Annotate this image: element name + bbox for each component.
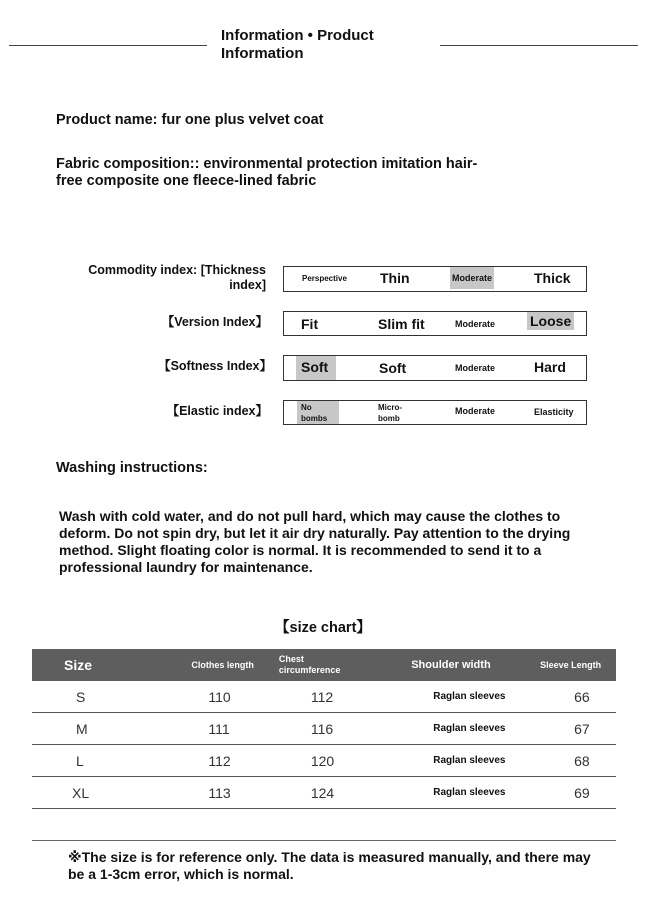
softness-index-label: 【Softness Index】	[158, 359, 272, 373]
shoulder-cell: Raglan sleeves	[397, 777, 540, 809]
washing-heading: Washing instructions:	[56, 460, 208, 476]
size-cell: M	[32, 713, 191, 745]
chest-cell: 120	[279, 745, 397, 777]
elastic-index-label: 【Elastic index】	[166, 404, 268, 418]
page-title: Information • Product Information	[221, 27, 374, 62]
softness-option-selected: Soft	[296, 356, 336, 380]
elastic-option: Elasticity	[534, 407, 574, 417]
header-chest-circumference: Chest circumference	[279, 649, 397, 681]
size-cell: L	[32, 745, 191, 777]
size-note: ※The size is for reference only. The data is measured manually, and there may be a 1-3cm error, which is normal.	[68, 849, 591, 882]
header-size: Size	[32, 649, 191, 681]
thickness-option: Perspective	[302, 274, 347, 283]
product-name: Product name: fur one plus velvet coat	[56, 112, 324, 128]
version-option: Moderate	[455, 319, 496, 329]
header-rule-left	[9, 45, 207, 46]
clothes-length-cell: 110	[191, 681, 278, 713]
thickness-option: Thick	[534, 270, 571, 286]
thickness-option-selected: Moderate	[450, 267, 494, 289]
elastic-index-scale	[283, 400, 587, 425]
header-sleeve-length: Sleeve Length	[540, 649, 616, 681]
sleeve-length-cell: 68	[540, 745, 616, 777]
version-option: Fit	[301, 316, 319, 332]
table-row	[32, 681, 616, 713]
sleeve-length-cell: 67	[540, 713, 616, 745]
thickness-index-scale	[283, 266, 587, 292]
size-cell: S	[32, 681, 191, 713]
version-index-label: 【Version Index】	[161, 315, 268, 329]
clothes-length-cell: 111	[191, 713, 278, 745]
clothes-length-cell: 113	[191, 777, 278, 809]
sleeve-length-cell: 69	[540, 777, 616, 809]
softness-index-scale	[283, 355, 587, 381]
softness-option: Hard	[534, 359, 566, 375]
elastic-option: Micro-bomb	[378, 403, 402, 423]
size-chart-title: 【size chart】	[275, 620, 371, 636]
thickness-option: Thin	[380, 270, 410, 286]
washing-instructions: Wash with cold water, and do not pull hard, which may cause the clothes to deform. Do not spin dry, but let it air dry naturally. Pay attention to the drying method. Slight floating color is normal. It is recommended to send it to a professional laundry for maintenance.	[59, 508, 571, 575]
version-option-selected: Loose	[527, 312, 574, 330]
size-cell: XL	[32, 777, 191, 809]
shoulder-cell: Raglan sleeves	[397, 745, 540, 777]
clothes-length-cell: 112	[191, 745, 278, 777]
softness-option: Soft	[379, 360, 407, 376]
elastic-option-selected: No bombs	[297, 401, 339, 424]
size-chart-table	[32, 649, 616, 809]
header-shoulder-width: Shoulder width	[397, 649, 540, 681]
shoulder-cell: Raglan sleeves	[397, 681, 540, 713]
chest-cell: 124	[279, 777, 397, 809]
table-row	[32, 777, 616, 809]
table-row	[32, 745, 616, 777]
header-rule-right	[440, 45, 638, 46]
note-divider	[32, 840, 616, 841]
version-index-scale	[283, 311, 587, 336]
table-row	[32, 713, 616, 745]
shoulder-cell: Raglan sleeves	[397, 713, 540, 745]
softness-option: Moderate	[455, 363, 496, 373]
sleeve-length-cell: 66	[540, 681, 616, 713]
thickness-index-label: Commodity index: [Thickness index]	[88, 263, 266, 292]
header-clothes-length: Clothes length	[191, 649, 278, 681]
elastic-option: Moderate	[455, 406, 496, 416]
chest-cell: 116	[279, 713, 397, 745]
chest-cell: 112	[279, 681, 397, 713]
fabric-composition: Fabric composition:: environmental protection imitation hair-free composite one fleece-lined fabric	[56, 156, 478, 189]
size-chart-header-row	[32, 649, 616, 681]
version-option: Slim fit	[378, 316, 425, 332]
